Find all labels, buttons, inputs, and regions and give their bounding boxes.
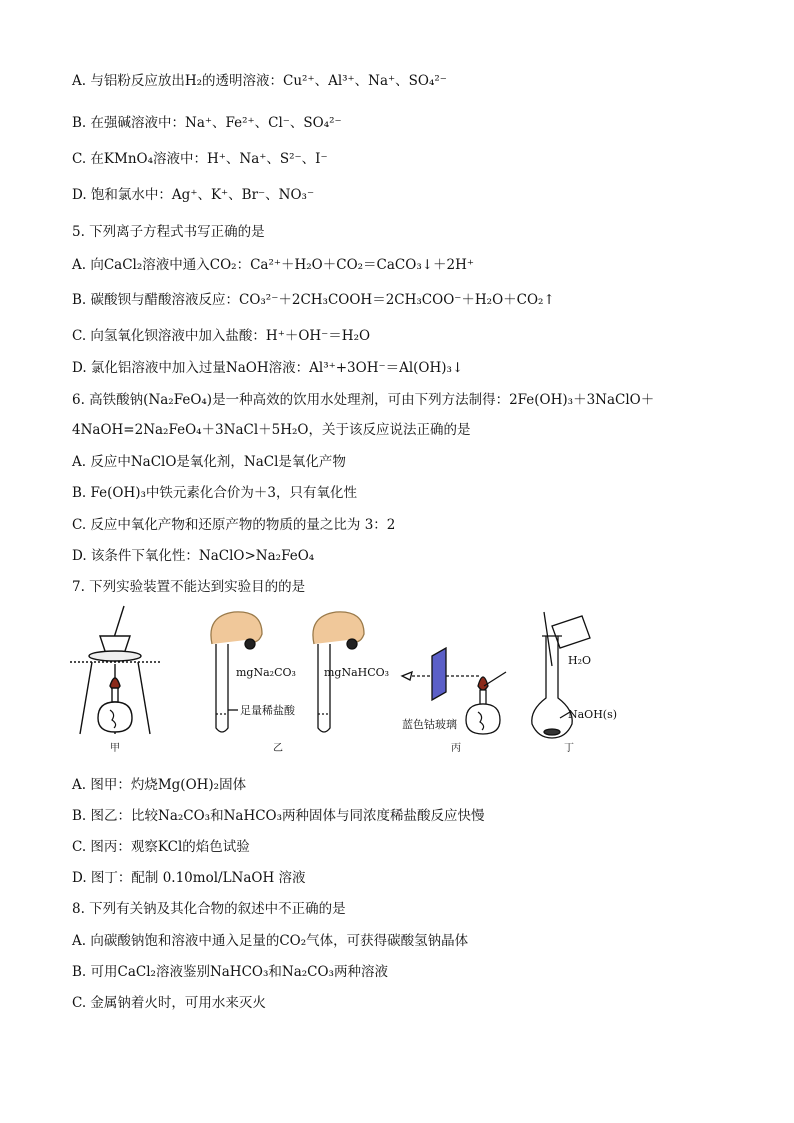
- q7-option-c: C. 图丙：观察KCl的焰色试验: [72, 839, 250, 855]
- q7-stem: 7. 下列实验装置不能达到实验目的的是: [72, 579, 306, 595]
- q7-option-b: B. 图乙：比较Na₂CO₃和NaHCO₃两种固体与同浓度稀盐酸反应快慢: [72, 808, 485, 824]
- q5-stem: 5. 下列离子方程式书写正确的是: [72, 224, 265, 240]
- q6-stem-line-1: 6. 高铁酸钠(Na₂FeO₄)是一种高效的饮用水处理剂，可由下列方法制得：2Fe(OH)₃＋3NaClO＋: [72, 392, 655, 408]
- label-na2co3: mgNa₂CO₃: [236, 666, 296, 679]
- q4-option-c: C. 在KMnO₄溶液中：H⁺、Na⁺、S²⁻、I⁻: [72, 151, 328, 167]
- q4-option-b: B. 在强碱溶液中：Na⁺、Fe²⁺、Cl⁻、SO₄²⁻: [72, 115, 342, 131]
- apparatus-jia: [70, 606, 162, 734]
- label-cobalt-glass: 蓝色钴玻璃: [402, 718, 457, 731]
- q6-option-c: C. 反应中氧化产物和还原产物的物质的量之比为 3：2: [72, 517, 396, 533]
- figure-label-ding: 丁: [564, 743, 574, 754]
- label-acid: 足量稀盐酸: [240, 704, 295, 717]
- q5-option-d: D. 氯化铝溶液中加入过量NaOH溶液：Al³⁺+3OH⁻＝Al(OH)₃↓: [72, 360, 464, 376]
- figure-label-yi: 乙: [273, 743, 283, 754]
- q6-stem-line-2: 4NaOH=2Na₂FeO₄＋3NaCl＋5H₂O，关于该反应说法正确的是: [72, 422, 471, 438]
- experiment-figure: [66, 606, 618, 756]
- q7-option-d: D. 图丁：配制 0.10mol/LNaOH 溶液: [72, 870, 306, 886]
- label-nahco3: mgNaHCO₃: [324, 666, 390, 679]
- q6-option-a: A. 反应中NaClO是氧化剂，NaCl是氧化产物: [72, 454, 346, 470]
- figure-label-jia: 甲: [110, 743, 120, 754]
- q5-option-a: A. 向CaCl₂溶液中通入CO₂：Ca²⁺＋H₂O＋CO₂＝CaCO₃↓＋2H⁺: [72, 257, 475, 273]
- figure-label-bing: 丙: [451, 743, 461, 754]
- q5-option-c: C. 向氢氧化钡溶液中加入盐酸：H⁺＋OH⁻＝H₂O: [72, 328, 371, 344]
- q8-option-b: B. 可用CaCl₂溶液鉴别NaHCO₃和Na₂CO₃两种溶液: [72, 964, 388, 980]
- q6-option-d: D. 该条件下氧化性：NaClO>Na₂FeO₄: [72, 548, 315, 564]
- q8-option-c: C. 金属钠着火时，可用水来灭火: [72, 995, 266, 1011]
- q5-option-b: B. 碳酸钡与醋酸溶液反应：CO₃²⁻＋2CH₃COOH＝2CH₃COO⁻＋H₂O＋CO₂↑: [72, 292, 555, 308]
- q8-stem: 8. 下列有关钠及其化合物的叙述中不正确的是: [72, 901, 346, 917]
- label-naoh: NaOH(s): [568, 708, 618, 721]
- q7-option-a: A. 图甲：灼烧Mg(OH)₂固体: [72, 777, 247, 793]
- q4-option-a: A. 与铝粉反应放出H₂的透明溶液：Cu²⁺、Al³⁺、Na⁺、SO₄²⁻: [72, 73, 447, 89]
- q8-option-a: A. 向碳酸钠饱和溶液中通入足量的CO₂气体，可获得碳酸氢钠晶体: [72, 933, 469, 949]
- q4-option-d: D. 饱和氯水中：Ag⁺、K⁺、Br⁻、NO₃⁻: [72, 187, 315, 203]
- q6-option-b: B. Fe(OH)₃中铁元素化合价为＋3，只有氧化性: [72, 485, 357, 501]
- label-water: H₂O: [568, 654, 592, 667]
